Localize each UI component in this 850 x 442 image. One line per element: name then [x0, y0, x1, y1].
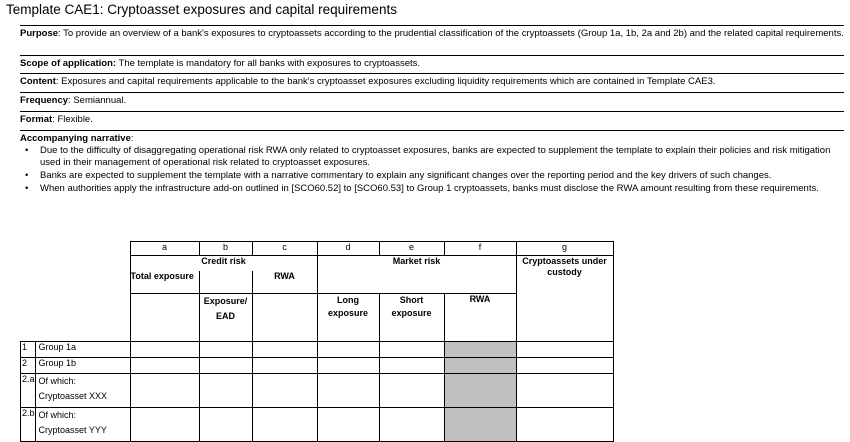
format-label: Format: [20, 114, 53, 125]
col-letter: g: [516, 242, 613, 256]
short-exposure-header: Short exposure: [379, 294, 444, 342]
row-number: 2.b: [21, 408, 36, 442]
list-item: • When authorities apply the infrastructure add-on outlined in [SCO60.52] to [SCO60.53] to Group 1 cryptoassets, banks must disclose the RWA amount resulting from these requirements.: [25, 183, 819, 194]
row-label: Of which: Cryptoasset XXX: [35, 374, 130, 408]
scope-section: [20, 55, 844, 70]
page-title: Template CAE1: Cryptoasset exposures and capital requirements: [6, 2, 397, 17]
table-row: [21, 374, 614, 408]
total-exposure-header: Total exposure: [130, 271, 199, 294]
frequency-section: [20, 92, 844, 107]
table-row: [21, 408, 614, 442]
narrative-list: [20, 145, 844, 195]
bullet-icon: •: [25, 183, 29, 194]
content-label: Content: [20, 76, 56, 87]
row-label: Group 1a: [35, 342, 130, 358]
row-label: Group 1b: [35, 358, 130, 374]
col-letter: e: [379, 242, 444, 256]
scope-label: Scope of application:: [20, 58, 117, 69]
row-number: 2.a: [21, 374, 36, 408]
narrative-section: [20, 130, 844, 196]
rwa-market-header: RWA: [444, 294, 516, 342]
narrative-label: Accompanying narrative: [20, 133, 131, 144]
rwa-credit-header: RWA: [252, 271, 317, 294]
content-section: [20, 73, 844, 88]
format-text: : Flexible.: [52, 114, 93, 125]
cae1-table: [20, 241, 614, 442]
col-letter: d: [317, 242, 379, 256]
content-text: : Exposures and capital requirements applicable to the bank's cryptoasset exposures excluding liquidity requirements which are contained in Template CAE3.: [55, 76, 716, 87]
row-label: Of which: Cryptoasset YYY: [35, 408, 130, 442]
list-item: • Due to the difficulty of disaggregating operational risk RWA only related to cryptoasset exposures, banks are expected to supplement the template to explain their policies and risk mitigation used in their management of operational risk related to cryptoasset exposures.: [25, 145, 831, 168]
custody-header: Cryptoassets under custody: [516, 256, 613, 342]
col-letter: c: [252, 242, 317, 256]
scope-text: The template is mandatory for all banks with exposures to cryptoassets.: [116, 58, 421, 69]
long-exposure-header: Long exposure: [317, 294, 379, 342]
table-row: [21, 342, 614, 358]
purpose-text: : To provide an overview of a bank's exposures to cryptoassets according to the prudential classification of the cryptoassets (Group 1a, 1b, 2a and 2b) and the related capital requirements.: [58, 28, 844, 39]
narrative-colon: :: [130, 133, 134, 144]
column-letter-row: [21, 242, 614, 256]
bullet-icon: •: [25, 145, 29, 156]
exposure-ead-header: Exposure/ EAD: [199, 294, 252, 342]
frequency-text: : Semiannual.: [68, 95, 127, 106]
col-letter: f: [444, 242, 516, 256]
table-row: [21, 358, 614, 374]
credit-risk-header: Credit risk: [130, 256, 317, 271]
market-risk-header: Market risk: [317, 256, 516, 271]
col-letter: a: [130, 242, 199, 256]
purpose-section: [20, 25, 844, 40]
row-number: 2: [21, 358, 36, 374]
row-number: 1: [21, 342, 36, 358]
format-section: [20, 111, 844, 126]
frequency-label: Frequency: [20, 95, 69, 106]
bullet-icon: •: [25, 170, 29, 181]
purpose-label: Purpose: [20, 28, 59, 39]
col-letter: b: [199, 242, 252, 256]
list-item: • Banks are expected to supplement the template with a narrative commentary to explain any significant changes over the reporting period and the key drivers of such changes.: [25, 170, 772, 181]
